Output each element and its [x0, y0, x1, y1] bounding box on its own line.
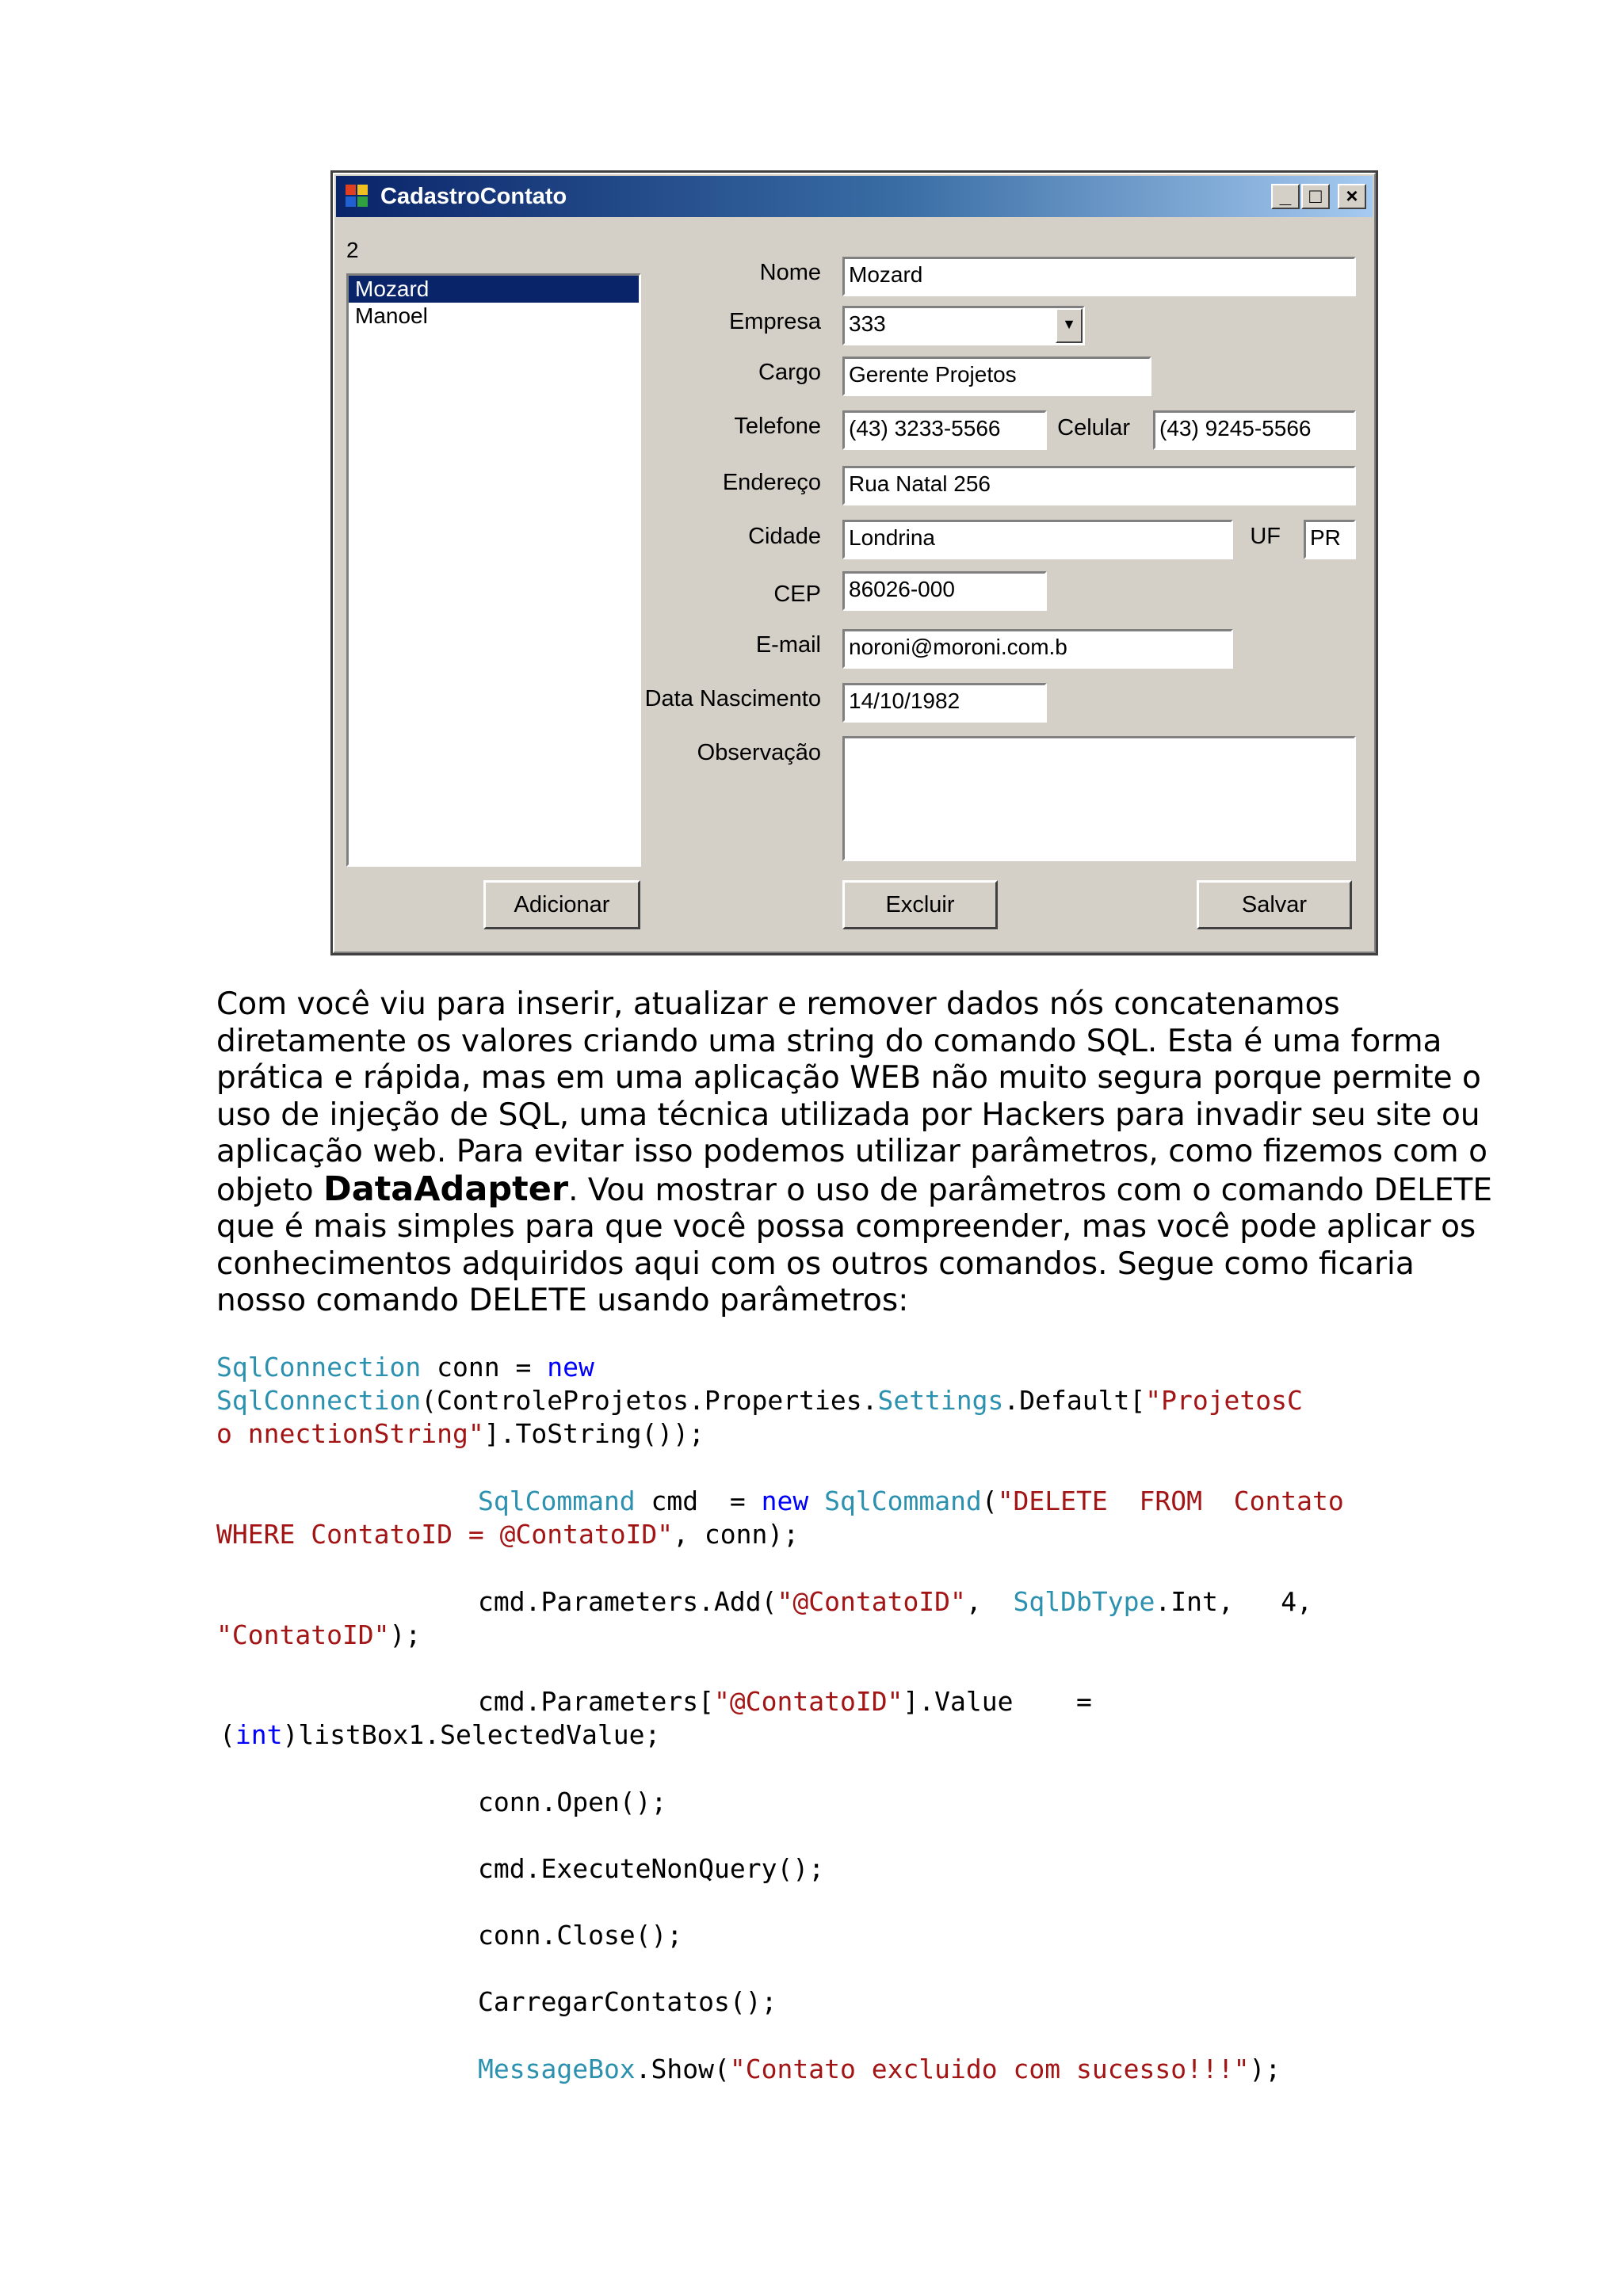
celular-input[interactable]: (43) 9245-5566: [1153, 410, 1356, 450]
code-line: cmd.Parameters.Add("@ContatoID", SqlDbType.Int, 4,: [478, 1586, 1313, 1617]
uf-label: UF: [1250, 524, 1281, 549]
email-label: E-mail: [755, 632, 821, 658]
code-line: SqlConnection(ControleProjetos.Properties.Settings.Default["ProjetosC: [216, 1385, 1303, 1416]
record-count: 2: [346, 238, 359, 262]
maximize-button[interactable]: □: [1301, 184, 1330, 209]
data-nascimento-input[interactable]: 14/10/1982: [842, 683, 1047, 723]
endereco-label: Endereço: [722, 470, 821, 495]
dataadapter-term: DataAdapter: [323, 1169, 569, 1209]
close-button[interactable]: ×: [1338, 184, 1366, 209]
chevron-down-icon[interactable]: ▼: [1056, 308, 1083, 343]
cep-input[interactable]: 86026-000: [842, 571, 1047, 611]
app-icon: [346, 185, 369, 208]
telefone-input[interactable]: (43) 3233-5566: [842, 410, 1047, 450]
code-line: o nnectionString"].ToString());: [216, 1418, 705, 1449]
empresa-combo[interactable]: [842, 306, 1085, 345]
cidade-input[interactable]: Londrina: [842, 520, 1233, 559]
code-line: (int)listBox1.SelectedValue;: [220, 1719, 661, 1750]
code-line: cmd.ExecuteNonQuery();: [478, 1853, 825, 1884]
title-bar[interactable]: [336, 176, 1373, 217]
code-line: cmd.Parameters["@ContatoID"].Value =: [478, 1686, 1092, 1717]
uf-input[interactable]: PR: [1304, 520, 1356, 559]
empresa-value: 333: [849, 311, 886, 336]
minimize-button[interactable]: _: [1271, 184, 1300, 209]
window-title: CadastroContato: [380, 184, 567, 209]
code-line: conn.Close();: [478, 1920, 683, 1951]
observacao-label: Observação: [697, 740, 821, 765]
empresa-label: Empresa: [728, 309, 821, 334]
observacao-textarea[interactable]: [842, 736, 1356, 861]
list-item[interactable]: Mozard: [349, 276, 639, 303]
celular-label: Celular: [1057, 415, 1130, 441]
cadastro-contato-window: [330, 170, 1378, 955]
nome-label: Nome: [759, 260, 821, 285]
body-paragraph: [216, 986, 1500, 1320]
data-nascimento-label: Data Nascimento: [644, 686, 821, 711]
code-line: WHERE ContatoID = @ContatoID", conn);: [216, 1519, 800, 1550]
cidade-label: Cidade: [748, 524, 821, 549]
paragraph-text: . Vou mostrar o uso de parâmetros com o comando DELETE que é mais simples para que você possa compreender, mas você pode aplicar os conhecimentos adquiridos aqui com os outros comandos. Segue como ficaria nosso comando DELETE usando parâmetros:: [216, 1172, 1493, 1318]
code-line: CarregarContatos();: [478, 1986, 777, 2017]
nome-input[interactable]: Mozard: [842, 257, 1356, 296]
code-line: "ContatoID");: [216, 1619, 422, 1650]
code-line: SqlConnection conn = new: [216, 1352, 594, 1383]
excluir-button[interactable]: Excluir: [842, 880, 998, 929]
contacts-listbox[interactable]: [346, 273, 641, 867]
list-item[interactable]: Manoel: [355, 303, 428, 328]
email-input[interactable]: noroni@moroni.com.b: [842, 629, 1233, 669]
code-line: conn.Open();: [478, 1787, 667, 1817]
cargo-input[interactable]: Gerente Projetos: [842, 357, 1151, 396]
paragraph-text: Com você viu para inserir, atualizar e remover dados nós concatenamos diretamente os valores criando uma string do comando SQL. Esta é uma forma prática e rápida, mas em uma aplicação WEB não muito segura porque permite o uso de injeção de SQL, uma técnica utilizada por Hackers para invadir seu site ou aplicação web. Para evitar isso podemos utilizar parâmetros, como fizemos com o objeto: [216, 986, 1487, 1208]
telefone-label: Telefone: [734, 414, 821, 439]
code-line: SqlCommand cmd = new SqlCommand("DELETE FROM Contato: [478, 1486, 1344, 1516]
cargo-label: Cargo: [758, 360, 821, 385]
cep-label: CEP: [773, 582, 821, 607]
salvar-button[interactable]: Salvar: [1197, 880, 1352, 929]
adicionar-button[interactable]: Adicionar: [483, 880, 640, 929]
endereco-input[interactable]: Rua Natal 256: [842, 466, 1356, 505]
code-line: MessageBox.Show("Contato excluido com sucesso!!!");: [478, 2054, 1281, 2084]
